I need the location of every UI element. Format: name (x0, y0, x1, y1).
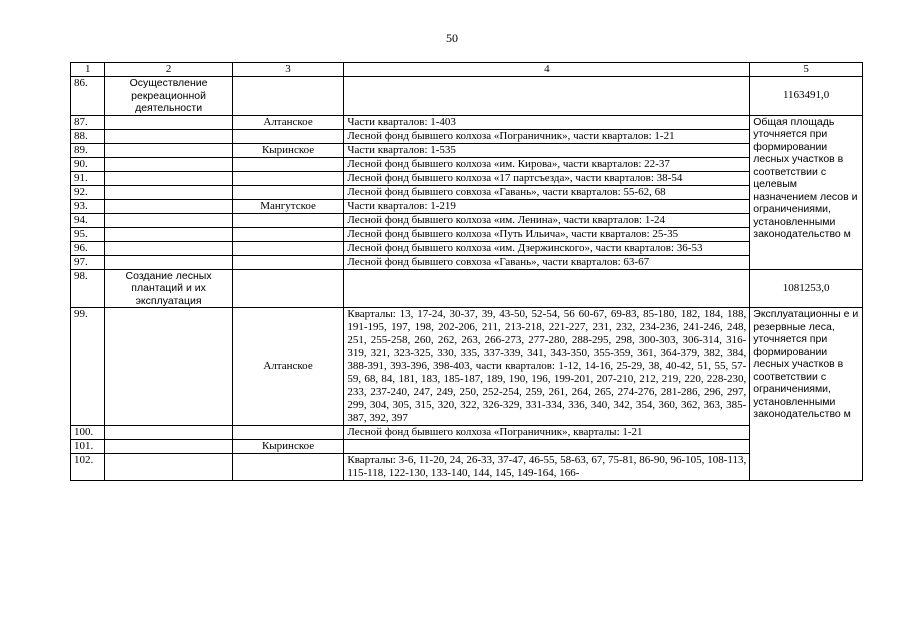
activity-cell (105, 129, 232, 143)
parts-cell: Части кварталов: 1-403 (344, 115, 750, 129)
district-cell: Алтанское (232, 308, 344, 426)
note-cell: Эксплуатационны е и резервные леса, уточняется при формировании лесных участков в соответствии с ограничениями, установленными законодательство м (750, 308, 863, 481)
parts-cell: Лесной фонд бывшего колхоза «им. Кирова», части кварталов: 22-37 (344, 157, 750, 171)
activity-cell (105, 255, 232, 269)
header-row (71, 63, 863, 77)
activity-cell (105, 308, 232, 426)
table-row (71, 426, 863, 440)
page-number: 50 (446, 31, 458, 45)
row-number: 99. (71, 308, 105, 426)
row-number: 101. (71, 440, 105, 454)
district-cell (232, 157, 344, 171)
header-cell: 2 (105, 63, 232, 77)
activity-cell (105, 213, 232, 227)
activity-cell (105, 143, 232, 157)
parts-cell (344, 77, 750, 116)
table-row (71, 77, 863, 116)
district-cell (232, 454, 344, 481)
district-cell: Кыринское (232, 143, 344, 157)
district-cell (232, 241, 344, 255)
row-number: 96. (71, 241, 105, 255)
table-row (71, 308, 863, 426)
note-cell: Общая площадь уточняется при формировании лесных участков в соответствии с целевым назначением лесов и ограничениями, установленными законодательство м (750, 115, 863, 269)
table-row (71, 143, 863, 157)
row-number: 97. (71, 255, 105, 269)
table-row (71, 269, 863, 308)
table-row (71, 157, 863, 171)
district-cell (232, 171, 344, 185)
district-cell: Кыринское (232, 440, 344, 454)
row-number: 100. (71, 426, 105, 440)
parts-cell: Лесной фонд бывшего колхоза «им. Дзержинского», части кварталов: 36-53 (344, 241, 750, 255)
area-cell: 1163491,0 (750, 77, 863, 116)
header-cell: 1 (71, 63, 105, 77)
row-number: 87. (71, 115, 105, 129)
row-number: 92. (71, 185, 105, 199)
table-row (71, 185, 863, 199)
parts-cell: Лесной фонд бывшего колхоза «Путь Ильича», части кварталов: 25-35 (344, 227, 750, 241)
activity-cell (105, 199, 232, 213)
district-cell (232, 185, 344, 199)
area-cell: 1081253,0 (750, 269, 863, 308)
parts-cell: Лесной фонд бывшего колхоза «им. Ленина», части кварталов: 1-24 (344, 213, 750, 227)
table-row (71, 227, 863, 241)
row-number: 88. (71, 129, 105, 143)
district-cell (232, 255, 344, 269)
table-row (71, 115, 863, 129)
activity-cell (105, 440, 232, 454)
parts-cell: Лесной фонд бывшего колхоза «17 партсъезда», части кварталов: 38-54 (344, 171, 750, 185)
table-row (71, 241, 863, 255)
header-cell: 3 (232, 63, 344, 77)
table-row (71, 454, 863, 481)
table-row (71, 255, 863, 269)
district-cell: Алтанское (232, 115, 344, 129)
table-row (71, 171, 863, 185)
activity-cell (105, 454, 232, 481)
parts-cell: Лесной фонд бывшего совхоза «Гавань», части кварталов: 55-62, 68 (344, 185, 750, 199)
parts-cell: Кварталы: 3-6, 11-20, 24, 26-33, 37-47, 46-55, 58-63, 67, 75-81, 86-90, 96-105, 108-113, 115-118, 122-130, 133-140, 144, 145, 149-164, 166- (344, 454, 750, 481)
parts-cell (344, 269, 750, 308)
header-cell: 5 (750, 63, 863, 77)
row-number: 93. (71, 199, 105, 213)
activity-cell: Создание лесных плантаций и их эксплуатация (105, 269, 232, 308)
activity-cell (105, 157, 232, 171)
parts-cell: Лесной фонд бывшего колхоза «Пограничник», кварталы: 1-21 (344, 426, 750, 440)
header-cell: 4 (344, 63, 750, 77)
row-number: 86. (71, 77, 105, 116)
activity-cell (105, 171, 232, 185)
activity-cell (105, 426, 232, 440)
row-number: 89. (71, 143, 105, 157)
parts-cell: Лесной фонд бывшего совхоза «Гавань», части кварталов: 63-67 (344, 255, 750, 269)
district-cell: Мангутское (232, 199, 344, 213)
row-number: 102. (71, 454, 105, 481)
parts-cell: Части кварталов: 1-535 (344, 143, 750, 157)
activity-cell (105, 115, 232, 129)
parts-cell: Лесной фонд бывшего колхоза «Пограничник», части кварталов: 1-21 (344, 129, 750, 143)
table-row (71, 129, 863, 143)
activity-cell (105, 227, 232, 241)
row-number: 95. (71, 227, 105, 241)
row-number: 90. (71, 157, 105, 171)
district-cell (232, 426, 344, 440)
activity-cell (105, 185, 232, 199)
parts-cell: Кварталы: 13, 17-24, 30-37, 39, 43-50, 52-54, 56 60-67, 69-83, 85-180, 182, 184, 188, 191-195, 197, 198, 202-206, 211, 213-218, 221-227, 231, 232, 234-236, 241-246, 248, 251, 255-258, 260, 262, 263, 266-273, 277-280, 288-295, 298, 300-303, 306-314, 316-319, 321, 323-325, 330, 335, 337-339, 341, 343-350, 355-359, 361, 364-379, 382, 384, 388-391, 393-396, 398-403, части кварталов: 1-12, 14-16, 25-29, 38, 40-42, 51, 55, 57-59, 68, 84, 181, 183, 185-187, 189, 190, 196, 199-201, 207-210, 212, 219, 220, 228-230, 233, 237-240, 247, 249, 250, 252-254, 259, 261, 264, 265, 274-276, 281-286, 296, 297, 299, 304, 305, 315, 320, 322, 326-329, 331-334, 336, 340, 342, 354, 360, 362, 363, 385-387, 392, 397 (344, 308, 750, 426)
row-number: 91. (71, 171, 105, 185)
forest-use-table (70, 62, 863, 481)
parts-cell (344, 440, 750, 454)
district-cell (232, 227, 344, 241)
activity-cell: Осуществление рекреационной деятельности (105, 77, 232, 116)
district-cell (232, 269, 344, 308)
district-cell (232, 77, 344, 116)
table-row (71, 199, 863, 213)
district-cell (232, 129, 344, 143)
parts-cell: Части кварталов: 1-219 (344, 199, 750, 213)
district-cell (232, 213, 344, 227)
table-row (71, 213, 863, 227)
row-number: 94. (71, 213, 105, 227)
table-row (71, 440, 863, 454)
activity-cell (105, 241, 232, 255)
row-number: 98. (71, 269, 105, 308)
